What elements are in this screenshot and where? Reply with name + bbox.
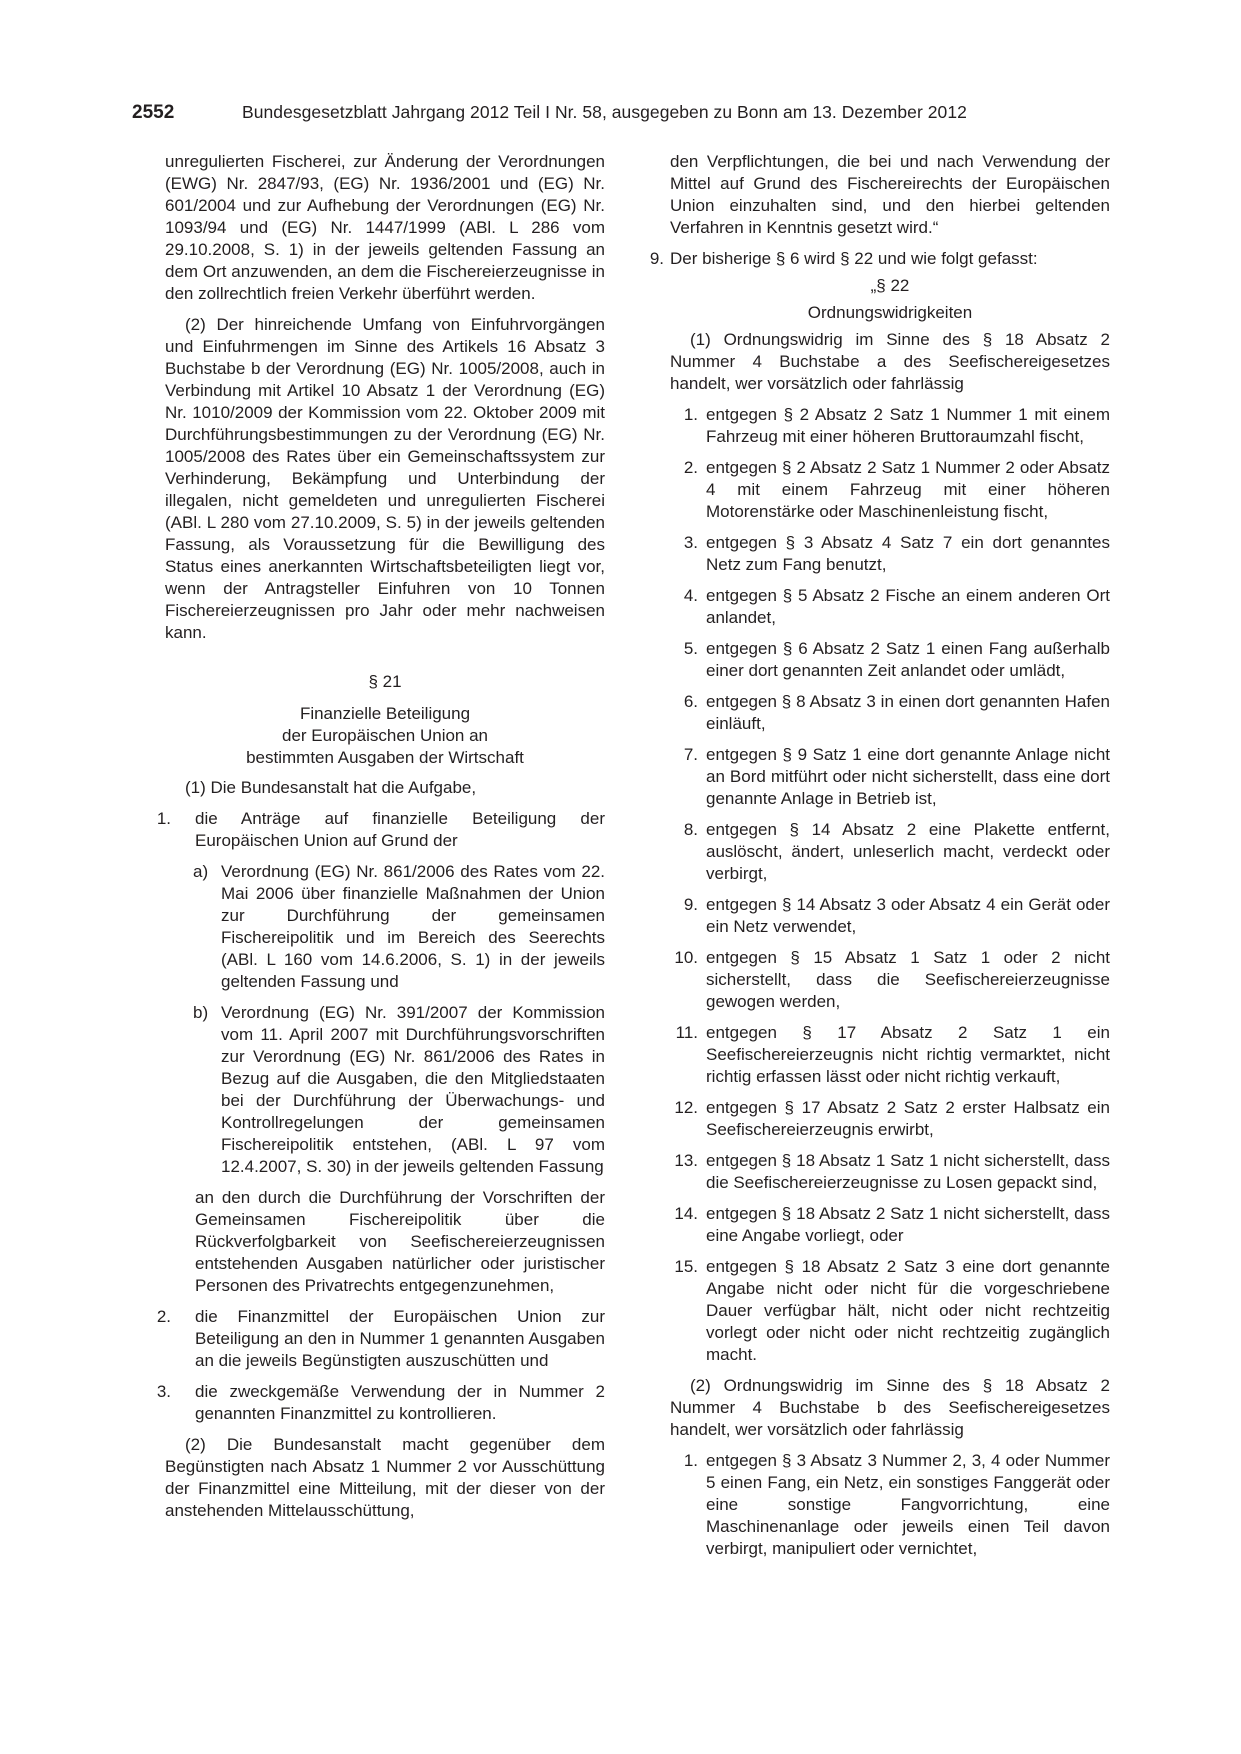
section-title: Ordnungswidrigkeiten	[807, 303, 973, 322]
right-column	[649, 151, 1110, 1560]
list-item	[670, 1150, 1110, 1194]
list-item	[670, 1097, 1110, 1141]
list-item	[670, 894, 1110, 938]
list-item	[670, 691, 1110, 735]
list-number: 1.	[683, 1451, 698, 1470]
list-item	[670, 638, 1110, 682]
section-title: bestimmten Ausgaben der Wirtschaft	[246, 748, 524, 767]
page-number: 2552	[132, 102, 175, 123]
section-title: Finanzielle Beteiligung	[299, 704, 471, 723]
list-number: 1.	[683, 405, 698, 424]
list-number: 6.	[683, 692, 698, 711]
list-text: die Anträge auf finanzielle Beteiligung der Europäischen Union auf Grund der	[195, 809, 605, 850]
list-item	[670, 1022, 1110, 1088]
list-item	[156, 1381, 605, 1425]
list-number: 2.	[156, 1307, 171, 1326]
list-text: entgegen § 18 Absatz 2 Satz 1 nicht sicherstellt, dass eine Angabe vorliegt, oder	[706, 1204, 1110, 1245]
running-title: Bundesgesetzblatt Jahrgang 2012 Teil I Nr. 58, ausgegeben zu Bonn am 13. Dezember 2012	[242, 102, 967, 122]
list-text: entgegen § 17 Absatz 2 Satz 1 ein Seefischereierzeugnis nicht richtig vermarktet, nicht richtig erfassen lässt oder nicht richtig verkauft,	[706, 1023, 1110, 1086]
list-letter: b)	[193, 1003, 209, 1022]
section-number: § 21	[368, 672, 402, 691]
section-number: „§ 22	[870, 276, 910, 295]
list-number: 15.	[674, 1257, 698, 1276]
list-text: entgegen § 3 Absatz 3 Nummer 2, 3, 4 oder Nummer 5 einen Fang, ein Netz, ein sonstiges Fanggerät oder eine sonstige Fangvorrichtung, eine Maschinenanlage oder jeweils einen Teil davon verbirgt, manipuliert oder vernichtet,	[706, 1451, 1110, 1558]
paragraph: (1) Ordnungswidrig im Sinne des § 18 Absatz 2 Nummer 4 Buchstabe a des Seefischereigesetzes handelt, wer vorsätzlich oder fahrlässig	[670, 330, 1110, 393]
list-text: entgegen § 8 Absatz 3 in einen dort genannten Hafen einläuft,	[706, 692, 1110, 733]
list-text: Verordnung (EG) Nr. 861/2006 des Rates vom 22. Mai 2006 über finanzielle Maßnahmen der Union zur Durchführung der gemeinsamen Fischereipolitik und im Bereich des Seerechts (ABl. L 160 vom 14.6.2006, S. 1) in der jeweils geltenden Fassung und	[221, 862, 605, 991]
list-number: 3.	[683, 533, 698, 552]
list-item	[670, 585, 1110, 629]
list-item	[156, 1306, 605, 1372]
list-letter: a)	[193, 862, 209, 881]
sub-item	[165, 861, 605, 993]
list-text: entgegen § 3 Absatz 4 Satz 7 ein dort genanntes Netz zum Fang benutzt,	[706, 533, 1110, 574]
list-number: 3.	[156, 1382, 171, 1401]
list-number: 14.	[674, 1204, 698, 1223]
list-text: Verordnung (EG) Nr. 391/2007 der Kommission vom 11. April 2007 mit Durchführungsvorschriften zur Verordnung (EG) Nr. 861/2006 des Rates in Bezug auf die Ausgaben, die den Mitgliedstaaten bei der Durchführung der Überwachungs- und Kontrollregelungen der gemeinsamen Fischereipolitik entstehen, (ABl. L 97 vom 12.4.2007, S. 30) in der jeweils geltenden Fassung	[221, 1003, 605, 1176]
list-text: entgegen § 14 Absatz 3 oder Absatz 4 ein Gerät oder ein Netz verwendet,	[706, 895, 1110, 936]
list-number: 5.	[683, 639, 698, 658]
list-text: entgegen § 9 Satz 1 eine dort genannte Anlage nicht an Bord mitführt oder nicht sicherstellt, dass eine dort genannte Anlage in Betrieb ist,	[706, 745, 1110, 808]
list-text: die zweckgemäße Verwendung der in Nummer 2 genannten Finanzmittel zu kontrollieren.	[195, 1382, 605, 1423]
list-item	[670, 1256, 1110, 1366]
paragraph: den Verpflichtungen, die bei und nach Verwendung der Mittel auf Grund des Fischereirechts der Europäischen Union einzuhalten sind, und den hierbei geltenden Verfahren in Kenntnis gesetzt wird.“	[670, 152, 1110, 237]
list-text: entgegen § 18 Absatz 2 Satz 3 eine dort genannte Angabe nicht oder nicht für die vorgeschriebene Dauer verfügbar hält, nicht oder nicht rechtzeitig vorlegt oder nicht oder nicht rechtzeitig zugänglich macht.	[706, 1257, 1110, 1364]
list-number: 12.	[674, 1098, 698, 1117]
list-text: die Finanzmittel der Europäischen Union zur Beteiligung an den in Nummer 1 genannten Ausgaben an die jeweils Begünstigten auszuschütten und	[195, 1307, 605, 1370]
list-item	[670, 404, 1110, 448]
list-number: 8.	[683, 820, 698, 839]
page-header	[132, 102, 1112, 124]
list-item	[670, 819, 1110, 885]
ordnungswidrigkeiten-list-2	[670, 1450, 1110, 1560]
paragraph: (2) Der hinreichende Umfang von Einfuhrvorgängen und Einfuhrmengen im Sinne des Artikels 16 Absatz 3 Buchstabe b der Verordnung (EG) Nr. 1005/2008, auch in Verbindung mit Artikel 10 Absatz 1 der Verordnung (EG) Nr. 1010/2009 der Kommission vom 22. Oktober 2009 mit Durchführungsbestimmungen zu der Verordnung (EG) Nr. 1005/2008 des Rates über ein Gemeinschaftssystem zur Verhinderung, Bekämpfung und Unterbindung der illegalen, nicht gemeldeten und unregulierten Fischerei (ABl. L 280 vom 27.10.2009, S. 5) in der jeweils geltenden Fassung, als Voraussetzung für die Bewilligung des Status eines anerkannten Wirtschaftsbeteiligten liegt vor, wenn der Antragsteller Einfuhren von 10 Tonnen Fischereierzeugnissen pro Jahr oder mehr nachweisen kann.	[165, 315, 605, 642]
list-number: 10.	[674, 948, 698, 967]
list-item	[670, 457, 1110, 523]
sub-item	[165, 1002, 605, 1178]
list-text: entgegen § 2 Absatz 2 Satz 1 Nummer 1 mit einem Fahrzeug mit einer höheren Bruttoraumzahl fischt,	[706, 405, 1110, 446]
list-number: 13.	[674, 1151, 698, 1170]
list-text: Der bisherige § 6 wird § 22 und wie folgt gefasst:	[670, 249, 1038, 268]
paragraph: an den durch die Durchführung der Vorschriften der Gemeinsamen Fischereipolitik über die Rückverfolgbarkeit von Seefischereierzeugnissen entstehenden Ausgaben natürlicher oder juristischer Personen des Privatrechts entgegenzunehmen,	[195, 1188, 605, 1295]
list-number: 4.	[683, 586, 698, 605]
list-number: 9.	[683, 895, 698, 914]
list-text: entgegen § 17 Absatz 2 Satz 2 erster Halbsatz ein Seefischereierzeugnis erwirbt,	[706, 1098, 1110, 1139]
list-text: entgegen § 14 Absatz 2 eine Plakette entfernt, auslöscht, ändert, unleserlich macht, verdeckt oder verbirgt,	[706, 820, 1110, 883]
list-number: 1.	[156, 809, 171, 828]
ordnungswidrigkeiten-list	[670, 404, 1110, 1366]
paragraph: (2) Die Bundesanstalt macht gegenüber dem Begünstigten nach Absatz 1 Nummer 2 vor Ausschüttung der Finanzmittel eine Mitteilung, mit der dieser von der anstehenden Mittelausschüttung,	[165, 1435, 605, 1520]
list-number: 2.	[683, 458, 698, 477]
list-item	[670, 532, 1110, 576]
paragraph: (1) Die Bundesanstalt hat die Aufgabe,	[185, 778, 477, 797]
paragraph: unregulierten Fischerei, zur Änderung der Verordnungen (EWG) Nr. 2847/93, (EG) Nr. 1936/2001 und (EG) Nr. 601/2004 und zur Aufhebung der Verordnungen (EG) Nr. 1093/94 und (EG) Nr. 1447/1999 (ABl. L 286 vom 29.10.2008, S. 1) in der jeweils geltenden Fassung an dem Ort anzuwenden, an dem die Fischereierzeugnisse in den zollrechtlich freien Verkehr überführt werden.	[165, 152, 605, 303]
left-column	[156, 151, 605, 1522]
list-text: entgegen § 2 Absatz 2 Satz 1 Nummer 2 oder Absatz 4 mit einem Fahrzeug mit einer höheren Motorenstärke oder Maschinenleistung fischt,	[706, 458, 1110, 521]
paragraph: (2) Ordnungswidrig im Sinne des § 18 Absatz 2 Nummer 4 Buchstabe b des Seefischereigesetzes handelt, wer vorsätzlich oder fahrlässig	[670, 1376, 1110, 1439]
list-number: 7.	[683, 745, 698, 764]
list-item	[670, 1450, 1110, 1560]
list-number: 11.	[675, 1023, 698, 1042]
list-item	[670, 1203, 1110, 1247]
list-number: 9.	[649, 249, 664, 268]
list-text: entgegen § 15 Absatz 1 Satz 1 oder 2 nicht sicherstellt, dass die Seefischereierzeugnisse gewogen werden,	[706, 948, 1110, 1011]
list-item	[156, 808, 605, 852]
list-text: entgegen § 18 Absatz 1 Satz 1 nicht sicherstellt, dass die Seefischereierzeugnisse zu Losen gepackt sind,	[706, 1151, 1110, 1192]
list-text: entgegen § 5 Absatz 2 Fische an einem anderen Ort anlandet,	[706, 586, 1110, 627]
list-text: entgegen § 6 Absatz 2 Satz 1 einen Fang außerhalb einer dort genannten Zeit anlandet oder umlädt,	[706, 639, 1110, 680]
list-item	[649, 248, 1110, 270]
list-item	[670, 744, 1110, 810]
list-item	[670, 947, 1110, 1013]
section-title: der Europäischen Union an	[281, 726, 489, 745]
